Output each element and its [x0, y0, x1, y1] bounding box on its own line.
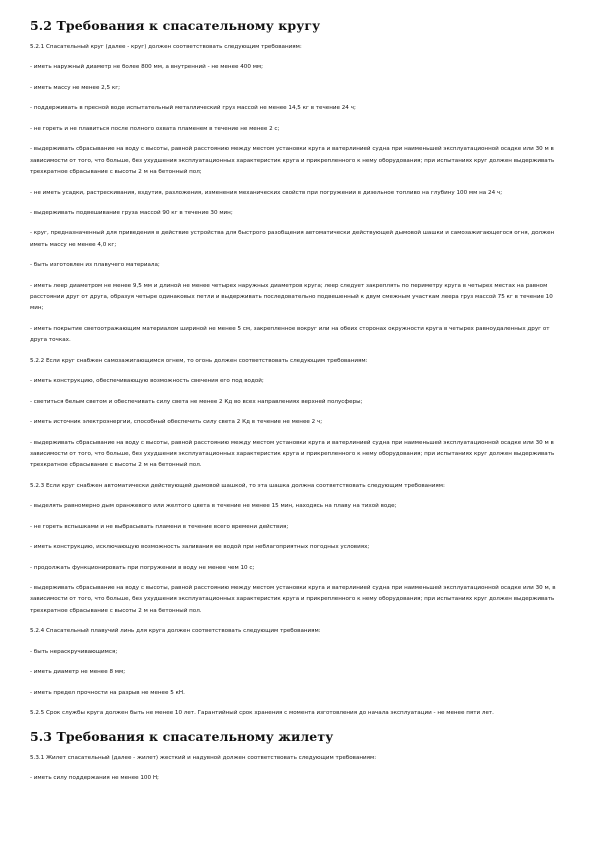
list-item: - выдерживать сбрасывание на воду с высоты, равной расстоянию между местом установки круга и ватерлинией судна при наименьшей эксплуатационной осадке или 30 м, в зависимости от того, что больше, без ухудшения эксплуатационных характеристик круга и прикрепленного к нему оборудования; при испытаниях круг должен выдерживать трехкратное сбрасывание с высоты 2 м на бетонный пол.: [30, 585, 556, 614]
section-heading-5-3: 5.3 Требования к спасательному жилету: [30, 728, 334, 744]
paragraph-5-2-5: 5.2.5 Срок службы круга должен быть не менее 10 лет. Гарантийный срок хранения с момента изготовления до начала эксплуатации - не менее пяти лет.: [30, 710, 494, 717]
list-item: - выдерживать сбрасывание на воду с высоты, равной расстоянию между местом установки круга и ватерлинией судна при наименьшей эксплуатационной осадке или 30 м в зависимости от того, что больше, без ухудшения эксплуатационных характеристик круга и прикрепленного к нему оборудования; при испытаниях круг должен выдерживать трехкратное сбрасывание с высоты 2 м на бетонный пол;: [30, 146, 555, 176]
list-item: - быть нераскручивающимся;: [30, 648, 118, 655]
list-item: - поддерживать в пресной воде испытательный металлический груз массой не менее 14,5 кг в течение 24 ч;: [30, 105, 356, 112]
list-item: - не гореть вспышками и не выбрасывать пламени в течение всего времени действия;: [30, 523, 289, 530]
list-item: - иметь источник электроэнергии, способный обеспечить силу света 2 Кд в течение не менее 2 ч;: [30, 419, 323, 426]
paragraph-5-2-4-intro: 5.2.4 Спасательный плавучий линь для круга должен соответствовать следующим требованиям:: [30, 628, 321, 635]
list-item: - иметь диаметр не менее 8 мм;: [30, 669, 126, 676]
list-item: - иметь силу поддержания не менее 100 Н;: [30, 775, 159, 782]
list-item: - иметь покрытие светоотражающим материалом шириной не менее 5 см, закрепленное вокруг или на обеих сторонах окружности круга в четырех равноудаленных друг от друга точках.: [30, 325, 550, 344]
list-item: - иметь массу не менее 2,5 кг;: [30, 84, 121, 91]
list-item: - выдерживать сбрасывание на воду с высоты, равной расстоянию между местом установки круга и ватерлинией судна при наименьшей эксплуатационной осадке или 30 м в зависимости от того, что больше, без ухудшения эксплуатационных характеристик круга и прикрепленного к нему оборудования; при испытаниях круг должен выдерживать трехкратное сбрасывание с высоты 2 м на бетонный пол.: [30, 439, 555, 469]
paragraph-5-2-2-intro: 5.2.2 Если круг снабжен самозажигающимся огнем, то огонь должен соответствовать следующим требованиям:: [30, 357, 368, 364]
list-item: - не гореть и не плавиться после полного охвата пламенем в течение не менее 2 с;: [30, 125, 280, 132]
list-item: - иметь наружный диаметр не более 800 мм, а внутренний - не менее 400 мм;: [30, 64, 264, 71]
list-item: - выдерживать подвешивание груза массой 90 кг в течение 30 мин;: [30, 209, 233, 216]
list-item: - иметь конструкцию, обеспечивающую возможность свечения его под водой;: [30, 378, 264, 385]
list-item: - не иметь усадки, растрескивания, вздутия, разложения, изменения механических свойств при погружении в дизельное топливо на глубину 100 мм на 24 ч;: [30, 189, 503, 196]
list-item: - круг, предназначенный для приведения в действие устройства для быстрого разобщения автоматически действующей дымовой шашки и самозажигающегося огня, должен иметь массу не менее 4,0 кг;: [30, 230, 555, 248]
document-page: [30, 18, 565, 794]
list-item: - иметь предел прочности на разрыв не менее 5 кН.: [30, 689, 185, 696]
paragraph-5-2-1-intro: 5.2.1 Спасательный круг (далее - круг) должен соответствовать следующим требованиям:: [30, 44, 302, 50]
section-heading-5-2: 5.2 Требования к спасательному кругу: [30, 18, 321, 33]
list-item: - выделять равномерно дым оранжевого или желтого цвета в течение не менее 15 мин, находясь на плаву на тихой воде;: [30, 503, 397, 510]
paragraph-5-2-3-intro: 5.2.3 Если круг снабжен автоматически действующей дымовой шашкой, то эта шашка должна соответствовать следующим требованиям:: [30, 482, 445, 489]
list-item: - иметь леер диаметром не менее 9,5 мм и длиной не менее четырех наружных диаметров круга; леер следует закреплять по периметру круга в четырех местах на равном расстоянии друг от друга, образуя четыре одинаковых петли и выдерживать последовательно подвешенный к двум смежным участкам леера груз массой 75 кг в течение 10 мин;: [30, 282, 553, 312]
paragraph-5-3-1-intro: 5.3.1 Жилет спасательный (далее - жилет) жесткий и надувной должен соответствовать следующим требованиям:: [30, 754, 377, 761]
list-item: - иметь конструкцию, исключающую возможность заливания ее водой при неблагоприятных погодных условиях;: [30, 544, 370, 551]
list-item: - быть изготовлен из плавучего материала;: [30, 262, 160, 269]
list-item: - светиться белым светом и обеспечивать силу света не менее 2 Кд во всех направлениях верхней полусферы;: [30, 398, 363, 405]
list-item: - продолжать функционировать при погружении в воду не менее чем 10 с;: [30, 564, 255, 571]
